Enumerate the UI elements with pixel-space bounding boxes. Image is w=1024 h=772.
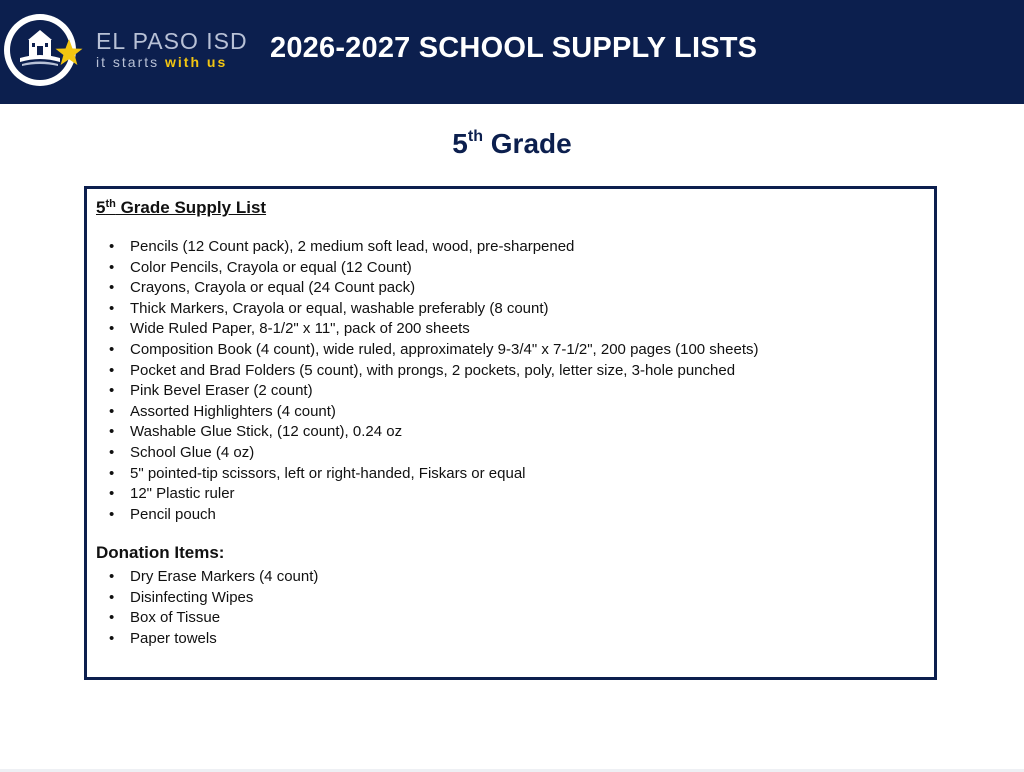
tagline-lead: it starts (96, 54, 166, 70)
grade-number: 5 (452, 128, 468, 159)
list-item: • Paper towels (109, 629, 929, 650)
list-item: • School Glue (4 oz) (109, 443, 929, 464)
list-item: • Thick Markers, Crayola or equal, washable preferably (8 count) (109, 299, 929, 320)
page-banner-title: 2026-2027 SCHOOL SUPPLY LISTS (270, 32, 758, 64)
brand-tagline (96, 54, 227, 70)
supply-list-box (84, 186, 937, 680)
list-item: • Dry Erase Markers (4 count) (109, 567, 929, 588)
grade-word: Grade (482, 128, 572, 159)
grade-suffix: th (467, 128, 483, 145)
list-item: • Pencil pouch (109, 505, 929, 526)
list-item: • 5" pointed-tip scissors, left or right-handed, Fiskars or equal (109, 464, 929, 485)
list-item: • Washable Glue Stick, (12 count), 0.24 oz (109, 422, 929, 443)
list-item: • Pencils (12 Count pack), 2 medium soft lead, wood, pre-sharpened (109, 237, 929, 258)
list-item: • Pocket and Brad Folders (5 count), with prongs, 2 pockets, poly, letter size, 3-hole punched (109, 361, 929, 382)
list-item: • Disinfecting Wipes (109, 588, 929, 609)
list-item: • Composition Book (4 count), wide ruled, approximately 9-3/4" x 7-1/2", 200 pages (100 sheets) (109, 340, 929, 361)
list-item: • Crayons, Crayola or equal (24 Count pack) (109, 278, 929, 299)
list-item: • 12" Plastic ruler (109, 484, 929, 505)
star-icon (54, 38, 84, 68)
title-rest: Grade Supply List (115, 198, 267, 217)
list-item: • Pink Bevel Eraser (2 count) (109, 381, 929, 402)
supply-list-title (96, 198, 266, 218)
title-suffix: th (105, 198, 116, 210)
list-item: • Box of Tissue (109, 608, 929, 629)
supply-items-list (109, 237, 929, 525)
title-number: 5 (96, 198, 106, 217)
donation-items-list (109, 567, 929, 649)
brand-name: EL PASO ISD (96, 28, 248, 54)
list-item: • Wide Ruled Paper, 8-1/2" x 11", pack of 200 sheets (109, 319, 929, 340)
list-item: • Color Pencils, Crayola or equal (12 Count) (109, 258, 929, 279)
tagline-highlight: with us (165, 54, 228, 70)
header-banner (0, 0, 1024, 104)
list-item: • Assorted Highlighters (4 count) (109, 402, 929, 423)
grade-heading (0, 128, 1024, 160)
donation-heading: Donation Items: (96, 543, 225, 562)
